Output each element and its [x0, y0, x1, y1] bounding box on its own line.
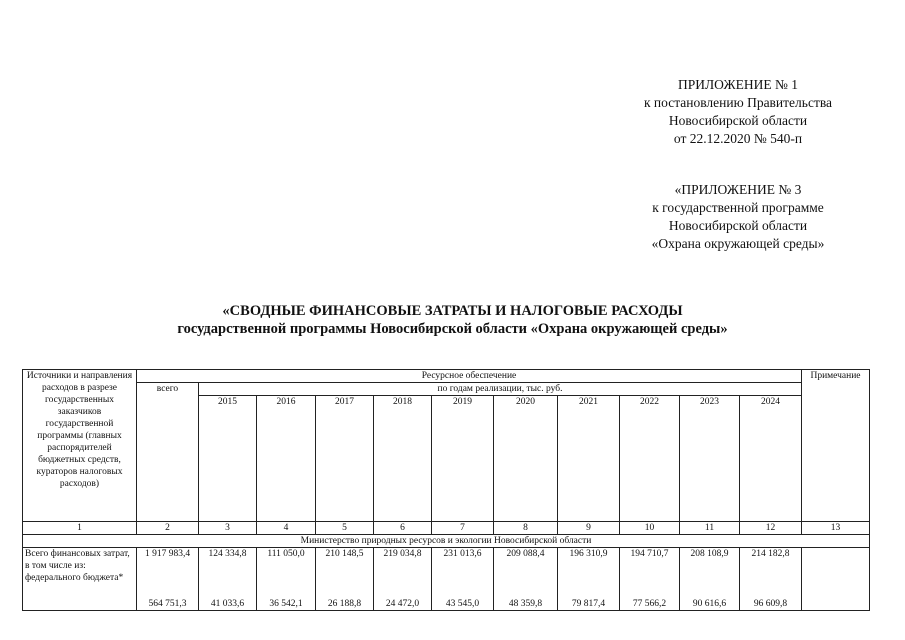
column-number: 10 — [620, 522, 680, 535]
value-federal: 36 542,1 — [269, 599, 303, 609]
value-federal: 43 545,0 — [445, 599, 480, 609]
appendix-1-header — [608, 76, 868, 148]
value-total: 209 088,4 — [506, 549, 545, 559]
value-total: 1 917 983,4 — [144, 549, 191, 559]
year-header-2016: 2016 — [257, 396, 316, 522]
value-total: 111 050,0 — [267, 549, 305, 559]
column-number: 9 — [558, 522, 620, 535]
column-number: 3 — [199, 522, 257, 535]
appendix-1-line-1: ПРИЛОЖЕНИЕ № 1 — [677, 77, 799, 92]
value-cell — [199, 548, 257, 611]
column-number: 7 — [432, 522, 494, 535]
column-number: 8 — [494, 522, 558, 535]
value-total: 208 108,9 — [690, 549, 729, 559]
value-cell — [374, 548, 432, 611]
year-header-2018: 2018 — [374, 396, 432, 522]
row-label — [23, 548, 137, 611]
appendix-3-line-2: к государственной программе — [652, 200, 824, 215]
appendix-1-line-4: от 22.12.2020 № 540-п — [673, 131, 803, 146]
column-number: 13 — [802, 522, 870, 535]
value-federal: 41 033,6 — [210, 599, 245, 609]
value-cell — [257, 548, 316, 611]
column-number: 5 — [316, 522, 374, 535]
header-by-years: по годам реализации, тыс. руб. — [199, 383, 802, 396]
value-federal: 79 817,4 — [571, 599, 606, 609]
value-cell — [680, 548, 740, 611]
value-cell — [740, 548, 802, 611]
year-header-2021: 2021 — [558, 396, 620, 522]
column-number: 1 — [23, 522, 137, 535]
header-total: всего — [137, 383, 199, 522]
year-header-2020: 2020 — [494, 396, 558, 522]
appendix-3-line-1: «ПРИЛОЖЕНИЕ № 3 — [674, 182, 802, 197]
column-number: 11 — [680, 522, 740, 535]
value-cell — [432, 548, 494, 611]
value-total: 210 148,5 — [325, 549, 364, 559]
value-total: 231 013,6 — [443, 549, 482, 559]
value-cell — [137, 548, 199, 611]
header-resource: Ресурсное обеспечение — [137, 370, 802, 383]
year-header-2023: 2023 — [680, 396, 740, 522]
value-federal: 24 472,0 — [385, 599, 420, 609]
year-header-2017: 2017 — [316, 396, 374, 522]
column-number: 6 — [374, 522, 432, 535]
value-total: 194 710,7 — [630, 549, 669, 559]
year-header-2019: 2019 — [432, 396, 494, 522]
column-number: 4 — [257, 522, 316, 535]
column-number: 2 — [137, 522, 199, 535]
year-header-2015: 2015 — [199, 396, 257, 522]
column-number: 12 — [740, 522, 802, 535]
title-line-2: государственной программы Новосибирской области «Охрана окружающей среды» — [177, 321, 728, 337]
ministry-row: Министерство природных ресурсов и экологии Новосибирской области — [23, 535, 870, 548]
value-total: 196 310,9 — [569, 549, 608, 559]
appendix-1-line-2: к постановлению Правительства — [643, 95, 833, 110]
financial-table — [22, 369, 870, 611]
note-cell — [802, 548, 870, 611]
header-sources: Источники и направления расходов в разрезе государственных заказчиков государственной программы (главных распорядителей бюджетных средств, кураторов налоговых расходов) — [23, 370, 137, 522]
value-federal: 48 359,8 — [508, 599, 543, 609]
title-line-1: «СВОДНЫЕ ФИНАНСОВЫЕ ЗАТРАТЫ И НАЛОГОВЫЕ РАСХОДЫ — [222, 303, 683, 319]
value-cell — [620, 548, 680, 611]
table-row — [23, 548, 870, 611]
value-federal: 96 609,8 — [753, 599, 788, 609]
column-numbers-row — [23, 522, 870, 535]
value-cell — [494, 548, 558, 611]
value-total: 124 334,8 — [208, 549, 247, 559]
value-federal: 77 566,2 — [632, 599, 667, 609]
appendix-3-line-3: Новосибирской области — [668, 218, 808, 233]
row-label-top: Всего финансовых затрат, в том числе из: — [25, 549, 130, 571]
appendix-3-header — [618, 181, 858, 253]
row-label-bottom: федерального бюджета* — [25, 573, 124, 583]
value-cell — [316, 548, 374, 611]
appendix-3-line-4: «Охрана окружающей среды» — [651, 236, 825, 251]
value-cell — [558, 548, 620, 611]
year-header-2022: 2022 — [620, 396, 680, 522]
document-title — [0, 302, 905, 338]
value-total: 214 182,8 — [751, 549, 790, 559]
value-federal: 26 188,8 — [327, 599, 362, 609]
header-note: Примечание — [802, 370, 870, 522]
value-total: 219 034,8 — [383, 549, 422, 559]
appendix-1-line-3: Новосибирской области — [668, 113, 808, 128]
value-federal: 564 751,3 — [148, 599, 187, 609]
value-federal: 90 616,6 — [692, 599, 727, 609]
year-header-2024: 2024 — [740, 396, 802, 522]
